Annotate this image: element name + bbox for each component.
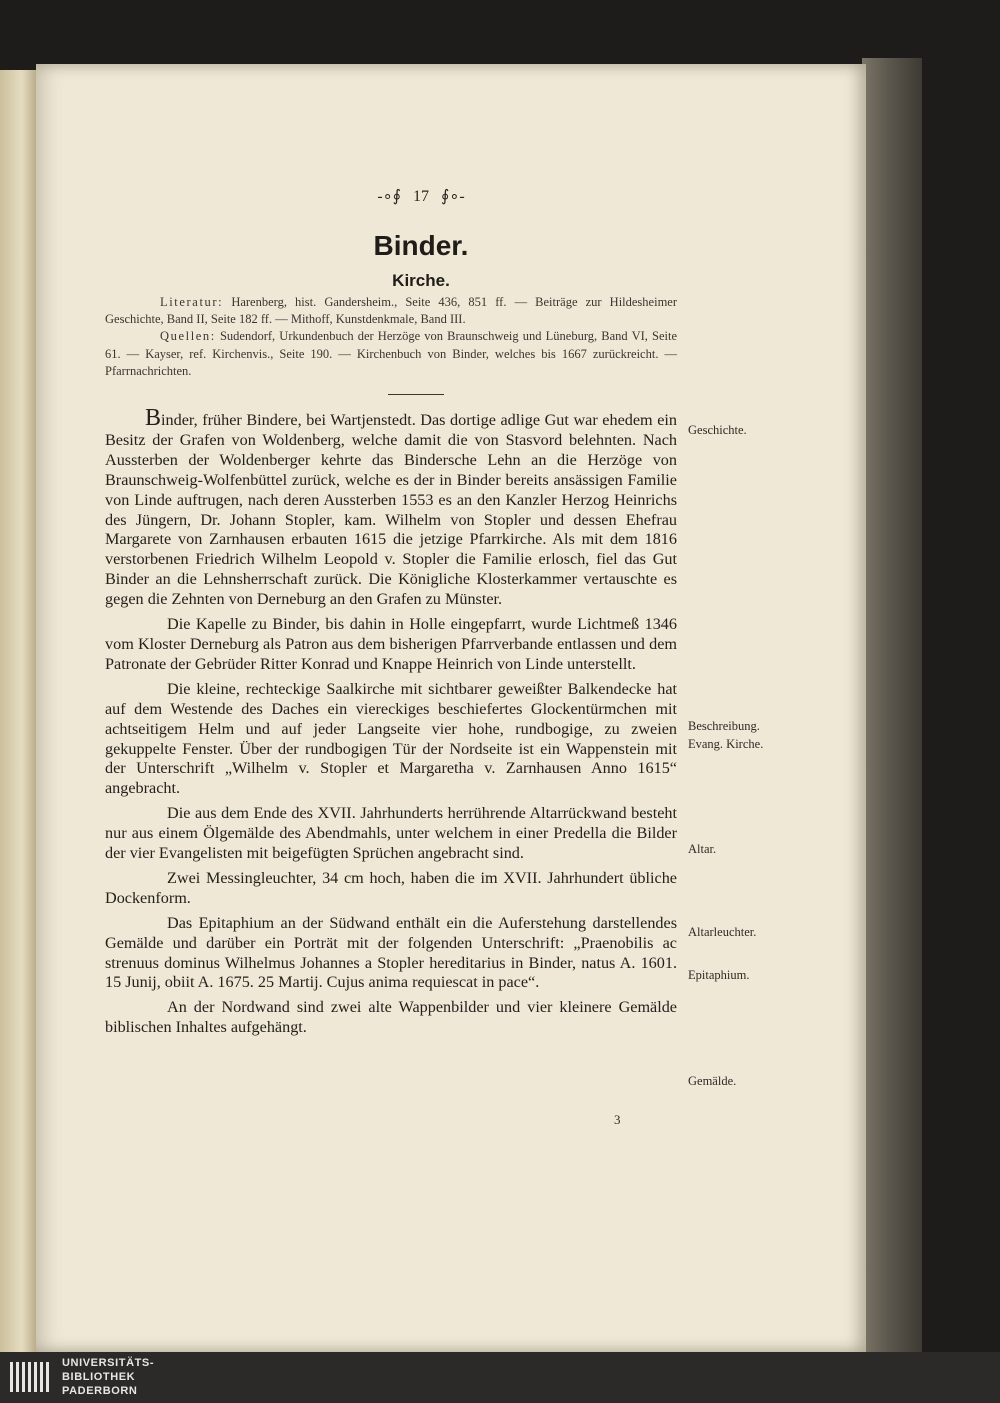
- header-ornament-right: ∮∘-: [441, 188, 465, 205]
- paragraph-history-text: inder, früher Bindere, bei Wartjenstedt. Das dortige adlige Gut war ehedem ein Besitz der Grafen von Woldenberg, welche damit die von Stasvord belehnten. Nach Aussterben der Woldenberger kehrte das Bindersche Lehn an die Herzöge von Braunschweig-Wolfenbüttel zurück, welche es der in Binder bereits ansässigen Familie von Linde auftrugen, nach deren Aussterben 1553 es an den Kanzler Herzog Heinrichs des Jüngern, Dr. Johann Stopler, kam. Wilhelm von Stopler und dessen Ehefrau Margarete von Zarnhausen erbauten 1615 die jetzige Pfarrkirche. Als mit dem 1816 verstorbenen Friedrich Wilhelm Leopold v. Stopler die Familie erlosch, fiel das Gut Binder an die Lehnsherrschaft zurück. Die Königliche Klosterkammer vertauschte es gegen die Zehnten von Derneburg an den Grafen zu Münster.: [105, 411, 677, 609]
- margin-note-gemaelde: Gemälde.: [688, 1074, 737, 1088]
- book-binding-edge: [862, 58, 922, 1352]
- margin-note-epitaphium: Epitaphium.: [688, 968, 750, 982]
- paragraph-epitaph: Das Epitaphium an der Südwand enthält ein die Auferstehung darstellendes Gemälde und darüber ein Porträt mit der folgenden Unterschrift: „Praenobilis ac strenuus dominus Wilhelmus Johannes a Stopler hereditarius in Binder, natus A. 1601. 15 Junij, obiit A. 1675. 25 Martij. Cujus anima requiescat in pace“.: [105, 913, 677, 992]
- library-logo-icon: [10, 1358, 50, 1396]
- quellen-label: Quellen:: [160, 329, 216, 344]
- literatur-text: Harenberg, hist. Gandersheim., Seite 436, 851 ff. — Beiträge zur Hildesheimer Geschichte, Band II, Seite 182 ff. — Mithoff, Kunstdenkmale, Band III.: [105, 295, 678, 327]
- literatur-label: Literatur:: [160, 295, 224, 309]
- margin-note-altar: Altar.: [688, 842, 717, 856]
- paragraph-altar: Die aus dem Ende des XVII. Jahrhunderts herrührende Altarrückwand besteht nur aus einem Ölgemälde des Abendmahls, unter welchem in einer Predella die Bilder der vier Evangelisten mit beigefügten Sprüchen angebracht sind.: [105, 804, 677, 863]
- page-title: Binder.: [373, 230, 469, 261]
- library-name: [62, 1356, 154, 1398]
- body-text: [105, 405, 677, 1043]
- header-ornament-left: -∘∮: [377, 188, 401, 205]
- page-number: 17: [413, 188, 429, 205]
- section-subtitle: Kirche.: [392, 271, 450, 290]
- quellen-text: Sudendorf, Urkundenbuch der Herzöge von Braunschweig und Lüneburg, Band VI, Seite 61. — Kayser, ref. Kirchenvis., Seite 190. — Kirchenbuch von Binder, welches bis 1667 zurückreicht. — Pfarrnachrichten.: [105, 329, 678, 378]
- library-name-line1: UNIVERSITÄTS-: [62, 1357, 155, 1369]
- quellen-entry: [105, 328, 677, 380]
- references-block: [105, 294, 677, 380]
- book-page: [36, 64, 866, 1352]
- page-header: [336, 186, 506, 206]
- margin-note-geschichte: Geschichte.: [688, 423, 747, 437]
- paragraph-description: Die kleine, rechteckige Saalkirche mit sichtbarer geweißter Balkendecke hat auf dem Westende des Daches ein viereckiges beschiefertes Glockentürmchen mit achtseitigem Helm und auf jeder Langseite vier hohe, rundbogige, zu zweien gekuppelte Fenster. Über der rundbogigen Tür der Nordseite ist ein Wappenstein mit der Unterschrift „Wilhelm v. Stopler et Margaretha v. Zarnhausen Anno 1615“ angebracht.: [105, 679, 677, 798]
- paragraph-chapel: Die Kapelle zu Binder, bis dahin in Holle eingepfarrt, wurde Lichtmeß 1346 vom Kloster Derneburg als Patron aus dem bisherigen Pfarrverbande entlassen und dem Patronate der Gebrüder Ritter Konrad und Knappe Heinrich von Linde unterstellt.: [105, 615, 677, 673]
- paragraph-paintings: An der Nordwand sind zwei alte Wappenbilder und vier kleinere Gemälde biblischen Inhaltes aufgehängt.: [105, 998, 677, 1037]
- initial-letter: B: [145, 405, 162, 431]
- margin-note-altarleuchter: Altarleuchter.: [688, 925, 757, 939]
- paragraph-candlesticks: Zwei Messingleuchter, 34 cm hoch, haben die im XVII. Jahrhundert übliche Dockenform.: [105, 868, 677, 907]
- literatur-entry: [105, 294, 677, 328]
- margin-note-beschreibung: Beschreibung.: [688, 719, 760, 733]
- paragraph-history: [105, 405, 677, 610]
- signature-mark: 3: [614, 1112, 621, 1127]
- left-page-edge: [0, 70, 36, 1352]
- section-divider: [388, 394, 444, 395]
- library-footer: [0, 1352, 1000, 1403]
- library-name-line3: PADERBORN: [62, 1385, 138, 1397]
- margin-note-evang-kirche: Evang. Kirche.: [688, 737, 764, 751]
- library-name-line2: BIBLIOTHEK: [62, 1371, 136, 1383]
